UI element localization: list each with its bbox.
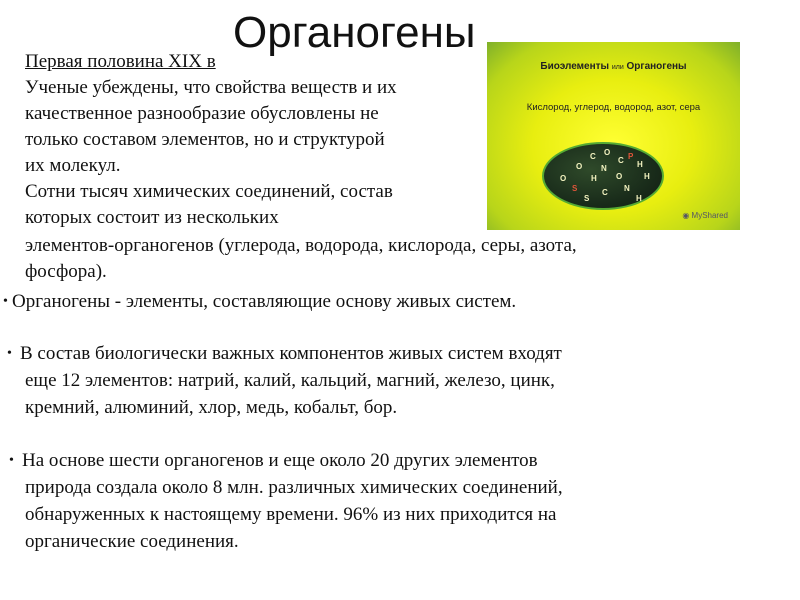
bullet-line: природа создала около 8 млн. различных химических соединений, — [25, 477, 563, 498]
bullet-line: Органогены - элементы, составляющие основу живых систем. — [12, 291, 517, 312]
card-title-end: Органогены — [626, 61, 687, 72]
paragraph-line: элементов-органогенов (углерода, водорода, кислорода, серы, азота, — [25, 235, 577, 256]
card-subtitle: Кислород, углерод, водород, азот, сера — [526, 102, 701, 113]
element-symbol: Н — [644, 172, 650, 181]
element-symbol: N — [601, 164, 607, 173]
element-symbol: Р — [628, 152, 634, 161]
brand-label: MyShared — [691, 211, 728, 220]
card-title-connector: или — [611, 64, 624, 71]
paragraph-line: Сотни тысяч химических соединений, состав — [25, 181, 393, 202]
bullet-line: В состав биологически важных компонентов живых систем входят — [20, 343, 562, 364]
page-title: Органогены — [233, 8, 476, 57]
bullet-line: кремний, алюминий, хлор, медь, кобальт, бор. — [25, 397, 398, 418]
bioelements-slide-image — [487, 42, 740, 230]
element-symbol: С — [618, 156, 624, 165]
element-symbol: С — [602, 188, 608, 197]
element-symbol: Н — [636, 194, 642, 203]
element-symbol: О — [616, 172, 623, 181]
element-symbol: Н — [637, 160, 643, 169]
card-title — [487, 61, 740, 72]
card-title-main: Биоэлементы — [540, 61, 610, 72]
element-symbol: О — [560, 174, 567, 183]
element-symbol: S — [584, 194, 590, 203]
bullet-marker: • — [9, 453, 14, 468]
bullet-line: органические соединения. — [25, 531, 239, 552]
paragraph-line: только составом элементов, но и структурой — [25, 129, 385, 150]
bullet-line: еще 12 элементов: натрий, калий, кальций, магний, железо, цинк, — [25, 370, 555, 391]
paragraph-line: которых состоит из нескольких — [25, 207, 279, 228]
element-symbol: С — [590, 152, 596, 161]
paragraph-line: фосфора). — [25, 261, 107, 282]
paragraph-line: Ученые убеждены, что свойства веществ и их — [25, 77, 397, 98]
element-symbol: S — [572, 184, 578, 193]
brand-watermark — [682, 211, 728, 220]
bullet-marker: • — [7, 346, 12, 361]
element-symbol: О — [604, 148, 611, 157]
element-symbol: О — [576, 162, 583, 171]
element-symbol: Н — [591, 174, 597, 183]
bullet-marker: • — [3, 294, 8, 309]
bullet-line: На основе шести органогенов и еще около 20 других элементов — [22, 450, 538, 471]
paragraph-line: их молекул. — [25, 155, 121, 176]
element-symbol: N — [624, 184, 630, 193]
bullet-line: обнаруженных к настоящему времени. 96% из них приходится на — [25, 504, 557, 525]
paragraph-line: качественное разнообразие обусловлены не — [25, 103, 379, 124]
paragraph-heading: Первая половина XIX в — [25, 51, 216, 72]
elements-ellipse — [542, 142, 664, 210]
brand-icon: ◉ — [682, 211, 690, 220]
